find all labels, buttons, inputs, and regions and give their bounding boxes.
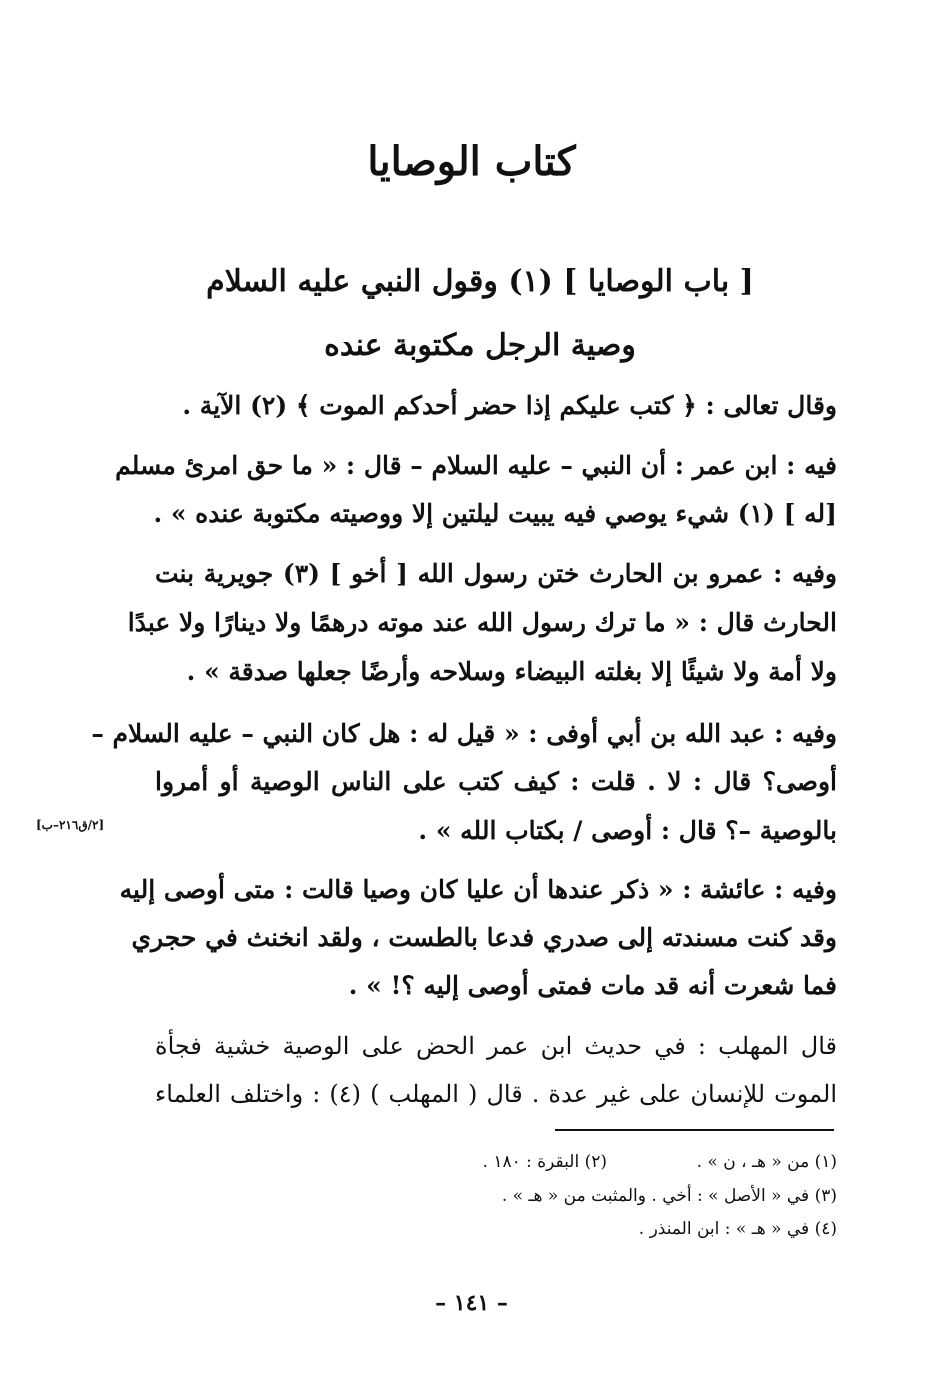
paragraph-muhallab-line-2: الموت للإنسان على غير عدة . قال ( المهلب ) (٤) : واختلف العلماء	[155, 1080, 838, 1108]
paragraph-ibn-umar-line-1: فيه : ابن عمر : أن النبي – عليه السلام – قال : « ما حق امرئ مسلم	[115, 451, 837, 480]
paragraph-ibn-umar-line-2: [له ] (١) شيء يوصي فيه يبيت ليلتين إلا ووصيته مكتوبة عنده » .	[153, 499, 837, 528]
footnote-2: (٢) البقرة : ١٨٠ .	[482, 1152, 607, 1172]
page-number: – ١٤١ –	[435, 1290, 508, 1316]
book-title: كتاب الوصايا	[367, 138, 576, 185]
chapter-heading-line-2: وصية الرجل مكتوبة عنده	[324, 328, 636, 363]
footnote-1: (١) من « هـ ، ن » .	[696, 1152, 837, 1172]
paragraph-quran-verse: وقال تعالى : ﴿ كتب عليكم إذا حضر أحدكم الموت ﴾ (٢) الآية .	[182, 391, 837, 420]
paragraph-amr-line-3: ولا أمة ولا شيئًا إلا بغلته البيضاء وسلاحه وأرضًا جعلها صدقة » .	[186, 657, 837, 686]
footnote-divider	[555, 1129, 834, 1131]
paragraph-aisha-line-3: فما شعرت أنه قد مات فمتى أوصى إليه ؟! » .	[348, 971, 837, 1000]
paragraph-amr-line-1: وفيه : عمرو بن الحارث ختن رسول الله [ أخو ] (٣) جويرية بنت	[155, 559, 837, 588]
paragraph-aisha-line-2: وقد كنت مسندته إلى صدري فدعا بالطست ، ولقد انخنث في حجري	[131, 923, 837, 952]
paragraph-muhallab-line-1: قال المهلب : في حديث ابن عمر الحض على الوصية خشية فجأة	[155, 1032, 837, 1060]
footnote-3: (٣) في « الأصل » : أخي . والمثبت من « هـ » .	[501, 1186, 837, 1206]
paragraph-ibn-abi-awfa-line-1: وفيه : عبد الله بن أبي أوفى : « قيل له : هل كان النبي – عليه السلام –	[91, 719, 837, 748]
footnote-4: (٤) في « هـ » : ابن المنذر .	[638, 1219, 837, 1239]
paragraph-ibn-abi-awfa-line-2: أوصى؟ قال : لا . قلت : كيف كتب على الناس الوصية أو أمروا	[155, 767, 837, 796]
paragraph-ibn-abi-awfa-line-3: بالوصية –؟ قال : أوصى / بكتاب الله » .	[418, 816, 837, 845]
paragraph-amr-line-2: الحارث قال : « ما ترك رسول الله عند موته درهمًا ولا دينارًا ولا عبدًا	[127, 608, 837, 637]
chapter-heading-line-1: [ باب الوصايا ] (١) وقول النبي عليه السلام	[206, 264, 754, 299]
paragraph-aisha-line-1: وفيه : عائشة : « ذكر عندها أن عليا كان وصيا قالت : متى أوصى إليه	[119, 875, 837, 904]
manuscript-margin-note: [٢/ق٢١٦–ب]	[36, 818, 105, 832]
